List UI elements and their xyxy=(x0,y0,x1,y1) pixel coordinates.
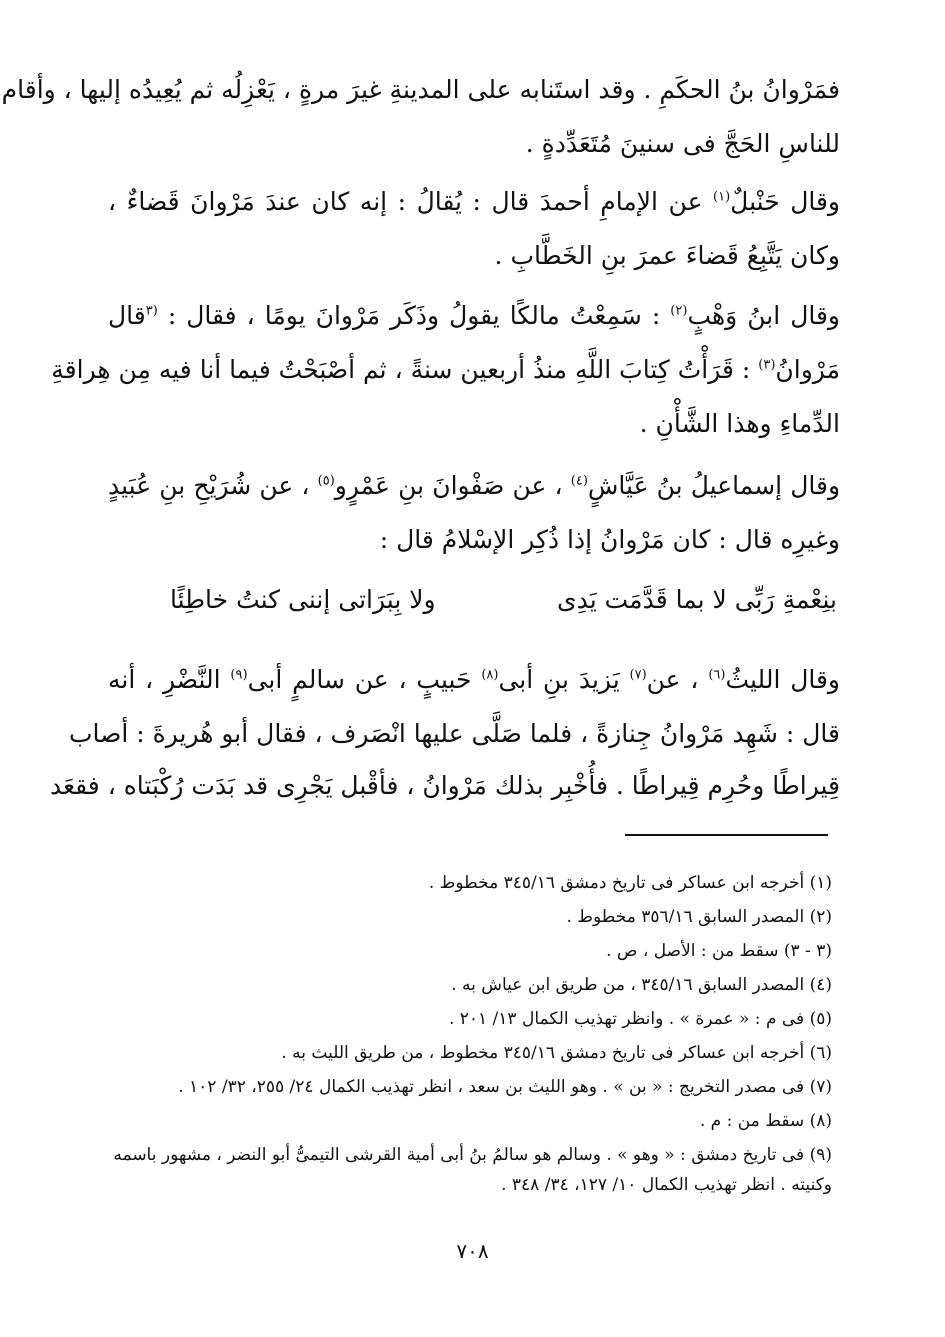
text-line: الدِّماءِ وهذا الشَّأْنِ . xyxy=(639,409,840,438)
text-run: ، عن صَفْوانَ بنِ عَمْرٍو xyxy=(334,471,563,500)
text-run: وقال الليثُ xyxy=(725,665,841,694)
footnote: وكنيته . انظر تهذيب الكمال ١٠/ ١٢٧، ٣٤/ ٣٤٨ . xyxy=(501,1175,832,1195)
text-line: قِيراطًا وحُرِم قِيراطًا . فأُخْبِر بذلك مَرْوانُ ، فأقْبل يَجْرِى قد بَدَت رُكْبَتاه ، فقعَد xyxy=(49,771,840,800)
footnote-ref: (٩) xyxy=(230,667,248,683)
text-run: النَّضْرِ ، أنه xyxy=(108,665,221,694)
verse-first-hemistich: بنِعْمةِ رَبِّى لا بما قَدَّمَت يَدِى xyxy=(557,585,837,614)
text-line: وكان يَتَّبِعُ قَضاءَ عمرَ بنِ الخَطَّابِ . xyxy=(494,241,840,270)
text-run: حَبيبٍ ، عن سالمٍ أبى xyxy=(247,665,472,694)
footnote: (٣ - ٣) سقط من : الأصل ، ص . xyxy=(606,941,832,961)
footnote-ref: (١) xyxy=(713,189,731,205)
text-line xyxy=(108,660,840,700)
poetry-verse xyxy=(170,580,837,620)
footnote-ref: (٨) xyxy=(481,667,499,683)
footnote-ref: (٣ xyxy=(145,303,158,319)
footnote: (١) أخرجه ابن عساكر فى تاريخ دمشق ٣٤٥/١٦ مخطوط . xyxy=(428,873,832,893)
text-run: عن الإمامِ أحمدَ قال : يُقالُ : إنه كان عندَ مَرْوانَ قَضاءٌ ، xyxy=(108,187,703,216)
text-run: يَزيدَ بنِ أبى xyxy=(498,665,620,694)
text-run: ، عن xyxy=(646,665,699,694)
text-run: وقال إسماعيلُ بنُ عَيَّاشٍ xyxy=(587,471,841,500)
footnote: (٧) فى مصدر التخريج : « بن » . وهو الليث بن سعد ، انظر تهذيب الكمال ٢٤/ ٢٥٥، ٣٢/ ١٠٢ . xyxy=(178,1077,832,1097)
text-run: وقال حَنْبلٌ xyxy=(730,187,840,216)
text-run: ، عن شُرَيْحِ بنِ عُبَيدٍ xyxy=(108,471,310,500)
footnote: (٦) أخرجه ابن عساكر فى تاريخ دمشق ٣٤٥/١٦ مخطوط ، من طريق الليث به . xyxy=(281,1043,832,1063)
text-line: وغيرِه قال : كان مَرْوانُ إذا ذُكِر الإسْلامُ قال : xyxy=(379,525,840,554)
text-line xyxy=(108,466,840,506)
footnote-ref: (٣) xyxy=(758,357,776,373)
text-line xyxy=(108,296,840,336)
text-run: وقال ابنُ وَهْبٍ xyxy=(687,301,840,330)
footnote-ref: (٢) xyxy=(670,303,688,319)
text-run: : قَرَأْتُ كِتابَ اللَّهِ منذُ أربعين سنةً ، ثم أصْبَحْتُ فيما أنا فيه مِن هِراقةِ xyxy=(51,355,751,384)
text-run: مَرْوانُ xyxy=(775,355,840,384)
text-line xyxy=(108,182,840,222)
footnote: (٥) فى م : « عمرة » . وانظر تهذيب الكمال ١٣/ ٢٠١ . xyxy=(448,1009,832,1029)
text-line: قال : شَهِد مَرْوانُ جِنازةً ، فلما صَلَّى عليها انْصَرف ، فقال أبو هُريرةَ : أصاب xyxy=(68,719,840,748)
text-line: للناسِ الحَجَّ فى سنينَ مُتَعَدِّدةٍ . xyxy=(525,129,840,158)
footnote-ref: (٧) xyxy=(629,667,647,683)
footnote: (٨) سقط من : م . xyxy=(699,1111,832,1131)
footnote: (٩) فى تاريخ دمشق : « وهو » . وسالم هو سالمُ بنُ أبى أمية القرشى التيمىُّ أبو النضر ، مشهور باسمه xyxy=(113,1145,832,1165)
footnote-ref: (٦) xyxy=(708,667,726,683)
footnote-ref: (٥) xyxy=(317,473,335,489)
text-run: : سَمِعْتُ مالكًا يقولُ وذَكَر مَرْوانَ يومًا ، فقال : xyxy=(167,301,661,330)
page-number: ٧٠٨ xyxy=(456,1239,489,1263)
footnote: (٢) المصدر السابق ٣٥٦/١٦ مخطوط . xyxy=(566,907,832,927)
text-line: فمَرْوانُ بنُ الحكَمِ . وقد استَنابه على المدينةِ غيرَ مرةٍ ، يَعْزِلُه ثم يُعِيدُه إليها ، وأقام xyxy=(1,75,840,104)
verse-second-hemistich: ولا بِبَرَاتى إننى كنتُ خاطِئًا xyxy=(170,585,436,614)
text-line xyxy=(51,350,840,390)
footnote-ref: (٤) xyxy=(570,473,588,489)
footnote: (٤) المصدر السابق ٣٤٥/١٦ ، من طريق ابن عياش به . xyxy=(451,975,832,995)
footnote-separator xyxy=(625,834,828,836)
text-run: قال xyxy=(108,301,146,330)
